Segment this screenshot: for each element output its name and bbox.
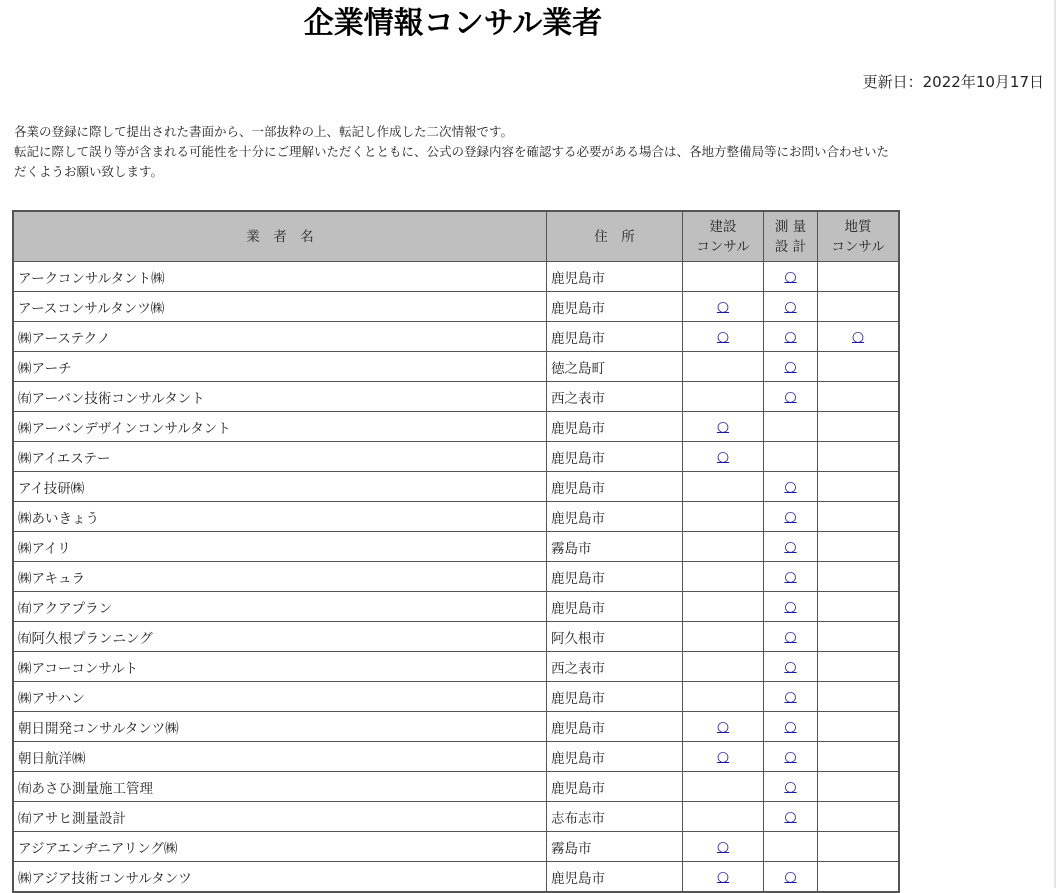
company-address: 鹿児島市 — [547, 322, 683, 352]
construction-cell — [683, 652, 764, 682]
geology-cell — [818, 262, 900, 292]
construction-mark-link[interactable]: ○ — [716, 448, 730, 465]
table-row — [13, 442, 899, 472]
geology-cell — [818, 322, 900, 352]
header-geology — [818, 211, 900, 262]
company-name: ㈱アーステクノ — [13, 322, 547, 352]
survey-mark-link[interactable]: ○ — [784, 478, 797, 495]
geology-cell — [818, 382, 900, 412]
survey-cell — [764, 592, 818, 622]
survey-mark-link[interactable]: ○ — [784, 358, 797, 375]
geology-cell — [818, 592, 900, 622]
survey-mark-link[interactable]: ○ — [784, 388, 797, 405]
table-row — [13, 262, 899, 292]
intro-text — [14, 122, 894, 182]
table-row — [13, 292, 899, 322]
company-name: ㈲阿久根プランニング — [13, 622, 547, 652]
construction-mark-link[interactable]: ○ — [716, 838, 730, 855]
company-address: 霧島市 — [547, 532, 683, 562]
company-address: 阿久根市 — [547, 622, 683, 652]
survey-mark-link[interactable]: ○ — [784, 748, 797, 765]
company-address: 鹿児島市 — [547, 502, 683, 532]
geology-cell — [818, 622, 900, 652]
page-title: 企業情報コンサル業者 — [303, 6, 603, 41]
construction-cell — [683, 382, 764, 412]
table-header-row — [13, 211, 899, 262]
header-survey — [764, 211, 818, 262]
table-row — [13, 772, 899, 802]
survey-mark-link[interactable]: ○ — [784, 658, 797, 675]
construction-cell — [683, 442, 764, 472]
header-address: 住 所 — [547, 211, 683, 262]
construction-cell — [683, 262, 764, 292]
table-row — [13, 622, 899, 652]
header-construction — [683, 211, 764, 262]
company-name: ㈲アーバン技術コンサルタント — [13, 382, 547, 412]
header-geology-line2: コンサル — [831, 238, 885, 255]
company-address: 西之表市 — [547, 652, 683, 682]
construction-cell — [683, 832, 764, 862]
survey-cell — [764, 772, 818, 802]
company-name: ㈱アイリ — [13, 532, 547, 562]
header-construction-line2: コンサル — [696, 238, 750, 255]
construction-cell — [683, 712, 764, 742]
survey-mark-link[interactable]: ○ — [784, 568, 797, 585]
construction-mark-link[interactable]: ○ — [716, 748, 730, 765]
company-address: 鹿児島市 — [547, 742, 683, 772]
table-row — [13, 832, 899, 862]
survey-mark-link[interactable]: ○ — [784, 328, 797, 345]
geology-cell — [818, 712, 900, 742]
survey-cell — [764, 682, 818, 712]
survey-cell — [764, 502, 818, 532]
table-row — [13, 592, 899, 622]
company-name: 朝日開発コンサルタンツ㈱ — [13, 712, 547, 742]
survey-cell — [764, 442, 818, 472]
geology-cell — [818, 562, 900, 592]
header-survey-line2: 設 計 — [774, 238, 807, 255]
company-address: 鹿児島市 — [547, 862, 683, 893]
company-name: ㈱アキュラ — [13, 562, 547, 592]
company-name: ㈱アサハン — [13, 682, 547, 712]
company-name: アースコンサルタンツ㈱ — [13, 292, 547, 322]
survey-cell — [764, 802, 818, 832]
table-row — [13, 712, 899, 742]
geology-cell — [818, 472, 900, 502]
company-address: 西之表市 — [547, 382, 683, 412]
construction-cell — [683, 502, 764, 532]
survey-cell — [764, 862, 818, 893]
table-row — [13, 532, 899, 562]
geology-cell — [818, 682, 900, 712]
survey-cell — [764, 292, 818, 322]
company-name: アイ技研㈱ — [13, 472, 547, 502]
table-row — [13, 352, 899, 382]
construction-cell — [683, 322, 764, 352]
header-construction-line1: 建設 — [709, 218, 737, 235]
construction-cell — [683, 772, 764, 802]
table-row — [13, 502, 899, 532]
geology-cell — [818, 532, 900, 562]
construction-cell — [683, 742, 764, 772]
table-row — [13, 652, 899, 682]
survey-cell — [764, 742, 818, 772]
construction-cell — [683, 532, 764, 562]
table-row — [13, 682, 899, 712]
geology-cell — [818, 292, 900, 322]
geology-cell — [818, 832, 900, 862]
updated-date: 更新日：2022年10月17日 — [862, 73, 1044, 91]
company-address: 鹿児島市 — [547, 772, 683, 802]
table-row — [13, 562, 899, 592]
company-address: 鹿児島市 — [547, 412, 683, 442]
geology-cell — [818, 412, 900, 442]
survey-cell — [764, 262, 818, 292]
company-address: 鹿児島市 — [547, 262, 683, 292]
construction-cell — [683, 592, 764, 622]
survey-cell — [764, 652, 818, 682]
company-address: 鹿児島市 — [547, 562, 683, 592]
company-name: アークコンサルタント㈱ — [13, 262, 547, 292]
construction-cell — [683, 622, 764, 652]
company-name: ㈱あいきょう — [13, 502, 547, 532]
company-name: ㈲アサヒ測量設計 — [13, 802, 547, 832]
company-name: ㈱アジア技術コンサルタンツ — [13, 862, 547, 893]
geology-cell — [818, 352, 900, 382]
company-name: ㈱アーバンデザインコンサルタント — [13, 412, 547, 442]
construction-cell — [683, 802, 764, 832]
company-address: 徳之島町 — [547, 352, 683, 382]
construction-cell — [683, 412, 764, 442]
survey-cell — [764, 622, 818, 652]
company-address: 鹿児島市 — [547, 472, 683, 502]
intro-line-2: 転記に際して誤り等が含まれる可能性を十分にご理解いただくとともに、公式の登録内容を確認する必要がある場合は、各地方整備局等にお問い合わせいただくようお願い致します。 — [14, 144, 890, 179]
construction-mark-link[interactable]: ○ — [716, 418, 730, 435]
company-address: 鹿児島市 — [547, 292, 683, 322]
table-row — [13, 412, 899, 442]
survey-cell — [764, 712, 818, 742]
table-row — [13, 802, 899, 832]
table-row — [13, 742, 899, 772]
survey-cell — [764, 382, 818, 412]
survey-mark-link[interactable]: ○ — [784, 688, 797, 705]
survey-mark-link[interactable]: ○ — [784, 298, 797, 315]
construction-cell — [683, 562, 764, 592]
geology-cell — [818, 772, 900, 802]
survey-mark-link[interactable]: ○ — [784, 628, 797, 645]
table-row — [13, 382, 899, 412]
construction-mark-link[interactable]: ○ — [716, 868, 730, 885]
geology-mark-link[interactable]: ○ — [851, 328, 865, 345]
company-name: アジアエンヂニアリング㈱ — [13, 832, 547, 862]
company-name: ㈲アクアプラン — [13, 592, 547, 622]
survey-mark-link[interactable]: ○ — [784, 268, 797, 285]
header-name: 業 者 名 — [13, 211, 547, 262]
table-row — [13, 322, 899, 352]
survey-mark-link[interactable]: ○ — [784, 718, 797, 735]
construction-mark-link[interactable]: ○ — [716, 328, 730, 345]
survey-cell — [764, 322, 818, 352]
construction-mark-link[interactable]: ○ — [716, 298, 730, 315]
construction-cell — [683, 292, 764, 322]
survey-mark-link[interactable]: ○ — [784, 538, 797, 555]
company-address: 霧島市 — [547, 832, 683, 862]
company-address: 鹿児島市 — [547, 712, 683, 742]
header-geology-line1: 地質 — [844, 218, 872, 235]
header-survey-line1: 測 量 — [774, 218, 807, 235]
survey-cell — [764, 562, 818, 592]
survey-mark-link[interactable]: ○ — [784, 808, 797, 825]
geology-cell — [818, 802, 900, 832]
geology-cell — [818, 862, 900, 893]
company-address: 鹿児島市 — [547, 442, 683, 472]
construction-mark-link[interactable]: ○ — [716, 718, 730, 735]
company-name: 朝日航洋㈱ — [13, 742, 547, 772]
company-name: ㈱アーチ — [13, 352, 547, 382]
construction-cell — [683, 682, 764, 712]
company-address: 志布志市 — [547, 802, 683, 832]
geology-cell — [818, 742, 900, 772]
company-address: 鹿児島市 — [547, 682, 683, 712]
company-name: ㈱アイエステー — [13, 442, 547, 472]
intro-line-1: 各業の登録に際して提出された書面から、一部抜粋の上、転記し作成した二次情報です。 — [14, 124, 514, 139]
survey-mark-link[interactable]: ○ — [784, 508, 797, 525]
table-row — [13, 862, 899, 893]
survey-cell — [764, 412, 818, 442]
survey-cell — [764, 832, 818, 862]
survey-mark-link[interactable]: ○ — [784, 778, 797, 795]
survey-cell — [764, 472, 818, 502]
survey-cell — [764, 532, 818, 562]
geology-cell — [818, 652, 900, 682]
geology-cell — [818, 502, 900, 532]
company-name: ㈱アコーコンサルト — [13, 652, 547, 682]
geology-cell — [818, 442, 900, 472]
construction-cell — [683, 472, 764, 502]
table-body — [13, 262, 899, 893]
contractor-table — [12, 210, 900, 893]
survey-mark-link[interactable]: ○ — [784, 868, 797, 885]
company-name: ㈲あさひ測量施工管理 — [13, 772, 547, 802]
survey-cell — [764, 352, 818, 382]
construction-cell — [683, 862, 764, 893]
construction-cell — [683, 352, 764, 382]
company-address: 鹿児島市 — [547, 592, 683, 622]
table-row — [13, 472, 899, 502]
survey-mark-link[interactable]: ○ — [784, 598, 797, 615]
